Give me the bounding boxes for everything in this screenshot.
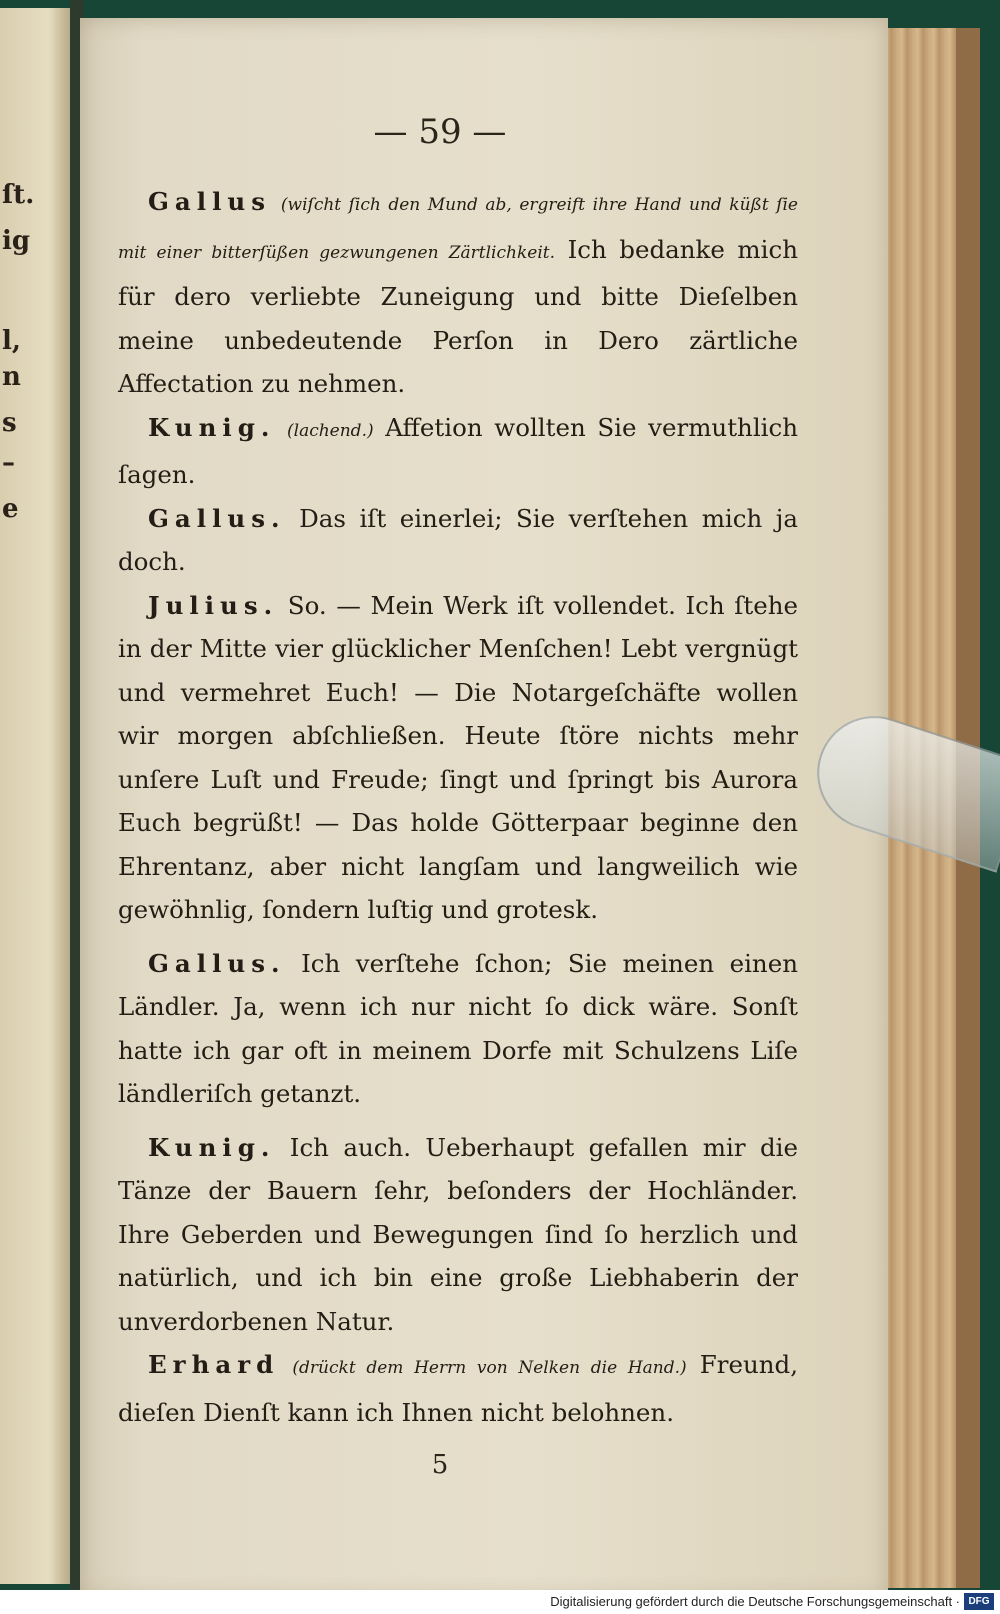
speaker-name: Gallus. bbox=[148, 503, 286, 533]
footer-credit: Digitalisierung gefördert durch die Deutsche Forschungsgemeinschaft · bbox=[550, 1594, 960, 1609]
speaker-name: Gallus bbox=[148, 187, 272, 216]
speaker-name: Gallus. bbox=[148, 948, 286, 978]
speaker-name: Kunig. bbox=[148, 412, 276, 442]
speaker-name: Julius. bbox=[148, 590, 279, 620]
dialogue-paragraph bbox=[118, 1126, 798, 1344]
dialogue-text: Das iſt einerlei; Sie verſtehen mich ja doch. bbox=[118, 503, 798, 576]
dialogue-paragraph bbox=[118, 406, 798, 497]
left-page-fragment: e bbox=[2, 494, 19, 524]
dialogue-paragraph bbox=[118, 180, 798, 406]
dialogue-paragraph bbox=[118, 1343, 798, 1434]
stage-direction: (wiſcht ſich den Mund ab, ergreift ihre Hand und küßt ſie mit einer bitterſüßen gezwungenen Zärtlichkeit. bbox=[118, 195, 798, 263]
dialogue-paragraph bbox=[118, 497, 798, 584]
left-page-fragment: ig bbox=[2, 226, 31, 256]
left-page-fragment: n bbox=[2, 362, 21, 392]
dialogue-paragraph bbox=[118, 584, 798, 932]
dialogue-text: Affetion wollten Sie vermuthlich ſagen. bbox=[118, 412, 798, 489]
footer-bar bbox=[0, 1590, 1000, 1614]
dialogue-paragraph bbox=[118, 942, 798, 1116]
left-page-fragment: ſt. bbox=[2, 180, 35, 210]
dialogue-text: Ich auch. Ueberhaupt gefallen mir die Tänze der Bauern ſehr, beſonders der Hochländer. Ihre Geberden und Bewegungen ſind ſo herzlich und natürlich, und ich bin eine große Liebhaberin der unverdorbenen Natur. bbox=[118, 1132, 798, 1336]
left-page-edge bbox=[0, 8, 70, 1584]
stage-direction: (drückt dem Herrn von Nelken die Hand.) bbox=[292, 1358, 687, 1378]
dialogue-text: So. — Mein Werk iſt vollendet. Ich ſtehe in der Mitte vier glücklicher Menſchen! Lebt vergnügt und vermehret Euch! — Die Notargeſchäfte wollen wir morgen abſchließen. Heute ſtöre nichts mehr unſere Luſt und Freude; ſingt und ſpringt bis Aurora Euch begrüßt! — Das holde Götterpaar beginne den Ehrentanz, aber nicht langſam und langweilich wie gewöhnlig, ſondern luſtig und grotesk. bbox=[118, 590, 798, 924]
page-number: — 59 — bbox=[373, 112, 507, 152]
dialogue-text: Ich bedanke mich für dero verliebte Zuneigung und bitte Dieſelben meine unbedeutende Perſon in Dero zärtliche Affectation zu nehmen. bbox=[118, 234, 799, 398]
dialogue-text: Ich verſtehe ſchon; Sie meinen einen Ländler. Ja, wenn ich nur nicht ſo dick wäre. Sonſt hatte ich gar oft in meinem Dorfe mit Schulzens Liſe ländleriſch getanzt. bbox=[118, 948, 798, 1108]
left-page-fragment: l, bbox=[2, 326, 21, 356]
page-text bbox=[118, 180, 798, 1434]
dfg-logo-icon: DFG bbox=[964, 1593, 994, 1610]
stage-direction: (lachend.) bbox=[287, 420, 374, 441]
speaker-name: Kunig. bbox=[148, 1132, 276, 1162]
dialogue-text: Freund, dieſen Dienſt kann ich Ihnen nicht belohnen. bbox=[118, 1350, 799, 1427]
left-page-fragment: – bbox=[2, 448, 15, 478]
speaker-name: Erhard bbox=[148, 1350, 280, 1379]
left-page-fragment: s bbox=[2, 408, 17, 438]
signature-mark: 5 bbox=[431, 1450, 449, 1480]
